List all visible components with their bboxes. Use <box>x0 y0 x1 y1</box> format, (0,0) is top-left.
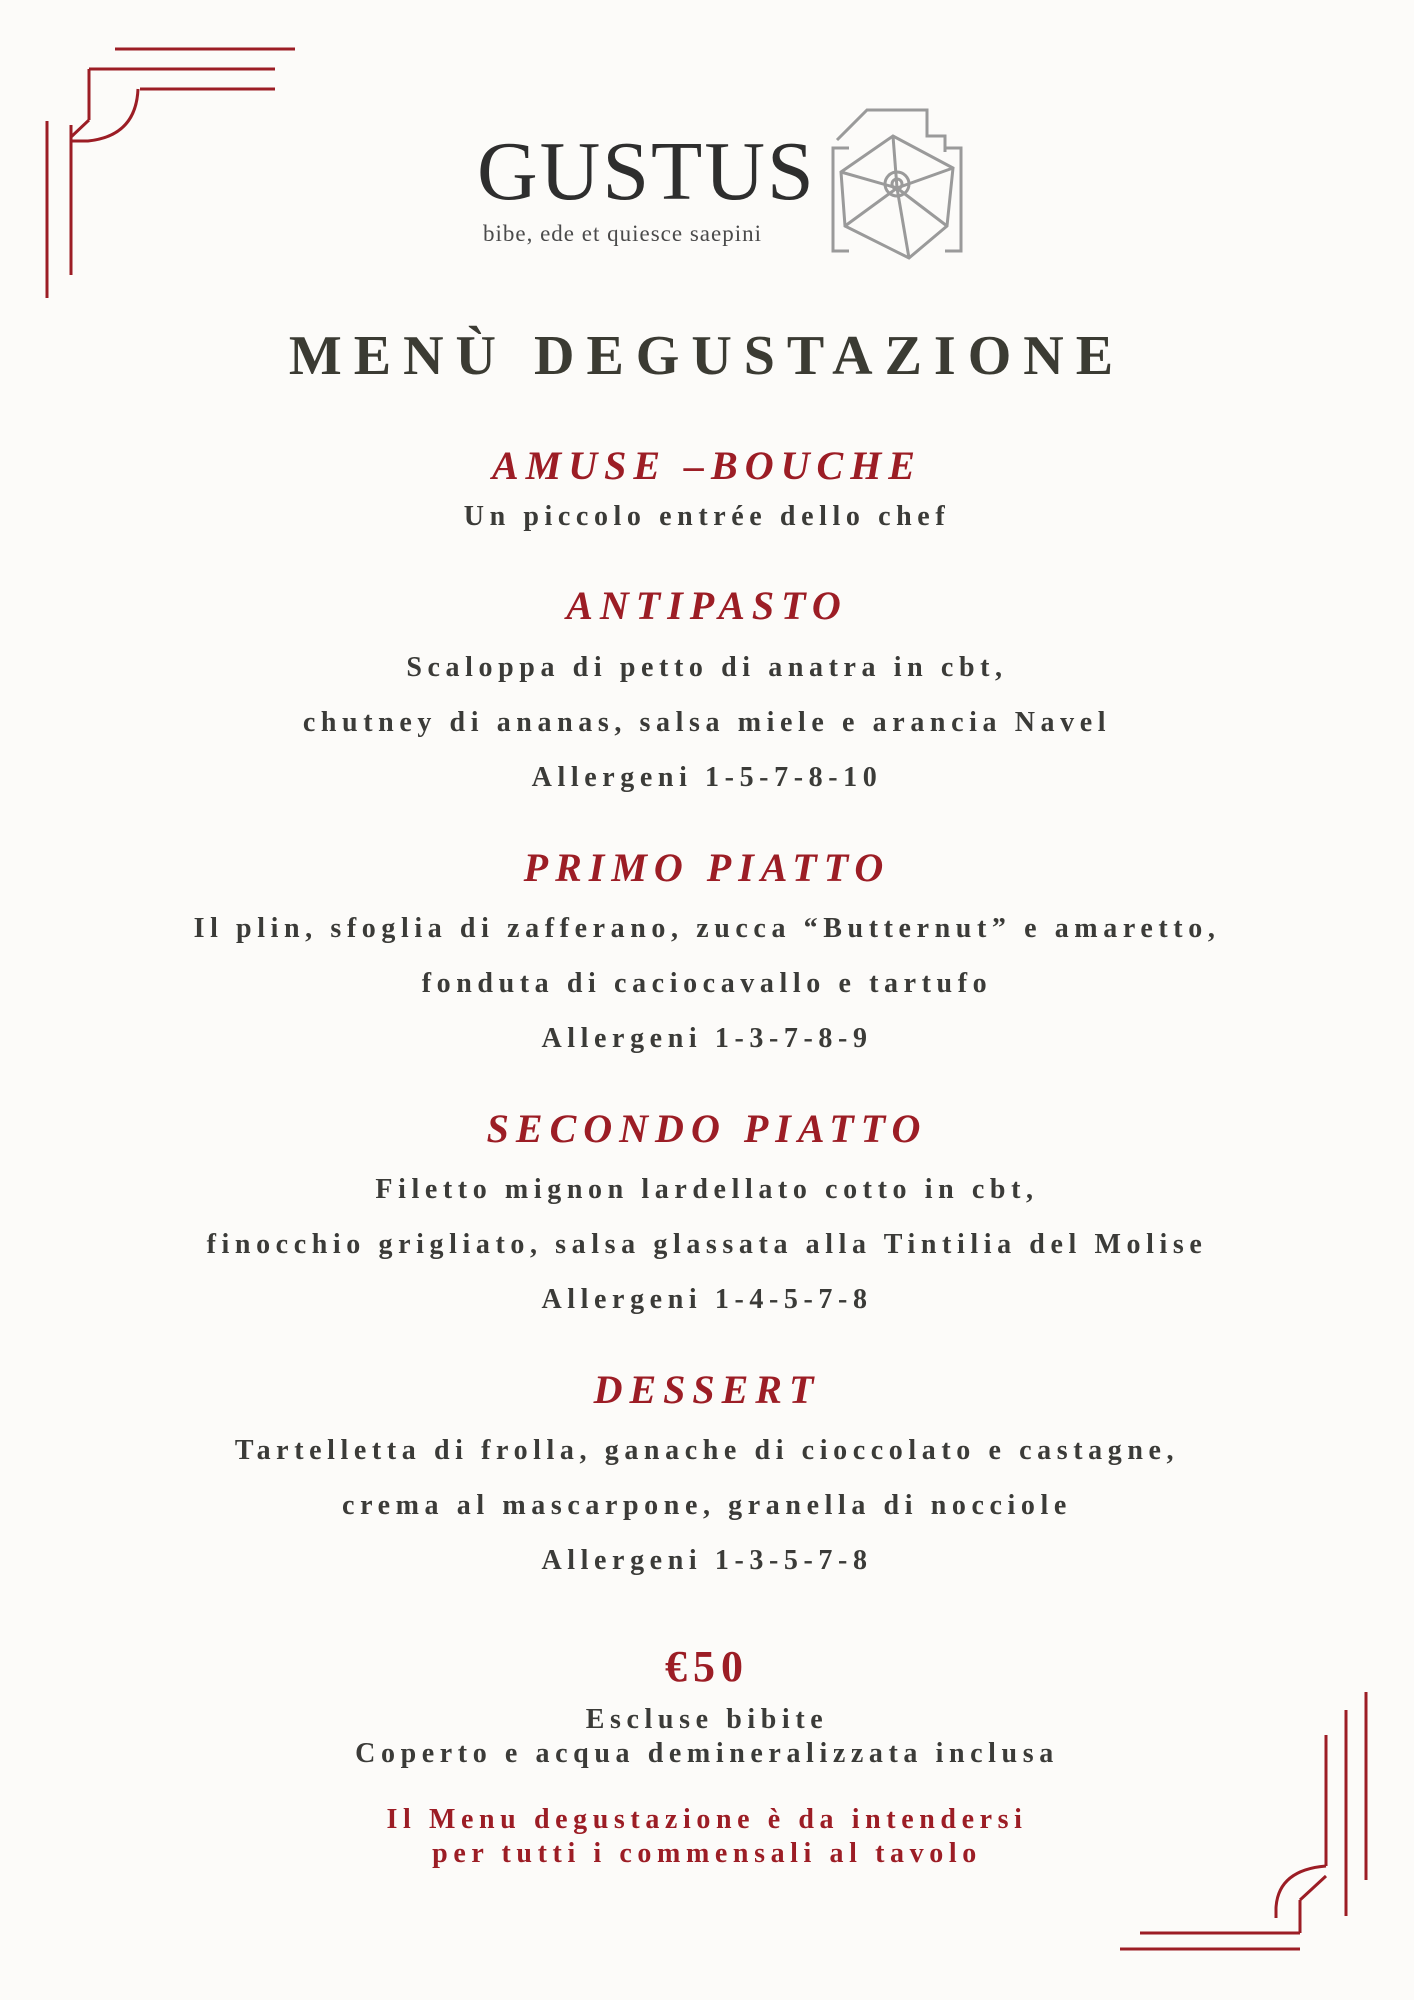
section-line: Filetto mignon lardellato cotto in cbt, <box>375 1174 1039 1205</box>
menu-title: MENÙ DEGUSTAZIONE <box>288 325 1126 387</box>
section-allergens: Allergeni 1-3-5-7-8 <box>541 1545 873 1576</box>
menu-price: €50 <box>665 1642 749 1691</box>
section-line: Scaloppa di petto di anatra in cbt, <box>406 652 1008 683</box>
footer-notice: per tutti i commensali al tavolo <box>432 1838 982 1869</box>
brand-tagline: bibe, ede et quiesce saepini <box>483 221 762 246</box>
section-line: chutney di ananas, salsa miele e arancia Navel <box>302 707 1112 738</box>
section-line: Un piccolo entrée dello chef <box>463 501 951 532</box>
section-allergens: Allergeni 1-5-7-8-10 <box>531 762 883 793</box>
section-title-secondo-piatto: SECONDO PIATTO <box>486 1106 928 1151</box>
section-line: fonduta di caciocavallo e tartufo <box>421 968 993 999</box>
corner-ornament-top-left <box>0 0 300 300</box>
brand-name: GUSTUS <box>477 125 816 218</box>
price-note: Coperto e acqua demineralizzata inclusa <box>355 1738 1059 1769</box>
brand-logo <box>477 108 967 268</box>
emblem-icon <box>827 108 967 268</box>
footer-notice: Il Menu degustazione è da intendersi <box>386 1804 1028 1835</box>
section-title-amuse-bouche: AMUSE –BOUCHE <box>492 443 922 488</box>
section-line: crema al mascarpone, granella di nocciole <box>342 1490 1072 1521</box>
section-line: Tartelletta di frolla, ganache di cioccolato e castagne, <box>234 1435 1180 1466</box>
section-allergens: Allergeni 1-3-7-8-9 <box>541 1023 873 1054</box>
section-allergens: Allergeni 1-4-5-7-8 <box>541 1284 873 1315</box>
section-line: finocchio grigliato, salsa glassata alla Tintilia del Molise <box>206 1229 1208 1260</box>
section-title-antipasto: ANTIPASTO <box>566 583 848 628</box>
section-line: Il plin, sfoglia di zafferano, zucca “Butternut” e amaretto, <box>193 913 1221 944</box>
section-title-dessert: DESSERT <box>593 1367 821 1412</box>
price-note: Escluse bibite <box>585 1704 829 1735</box>
section-title-primo-piatto: PRIMO PIATTO <box>523 845 891 890</box>
